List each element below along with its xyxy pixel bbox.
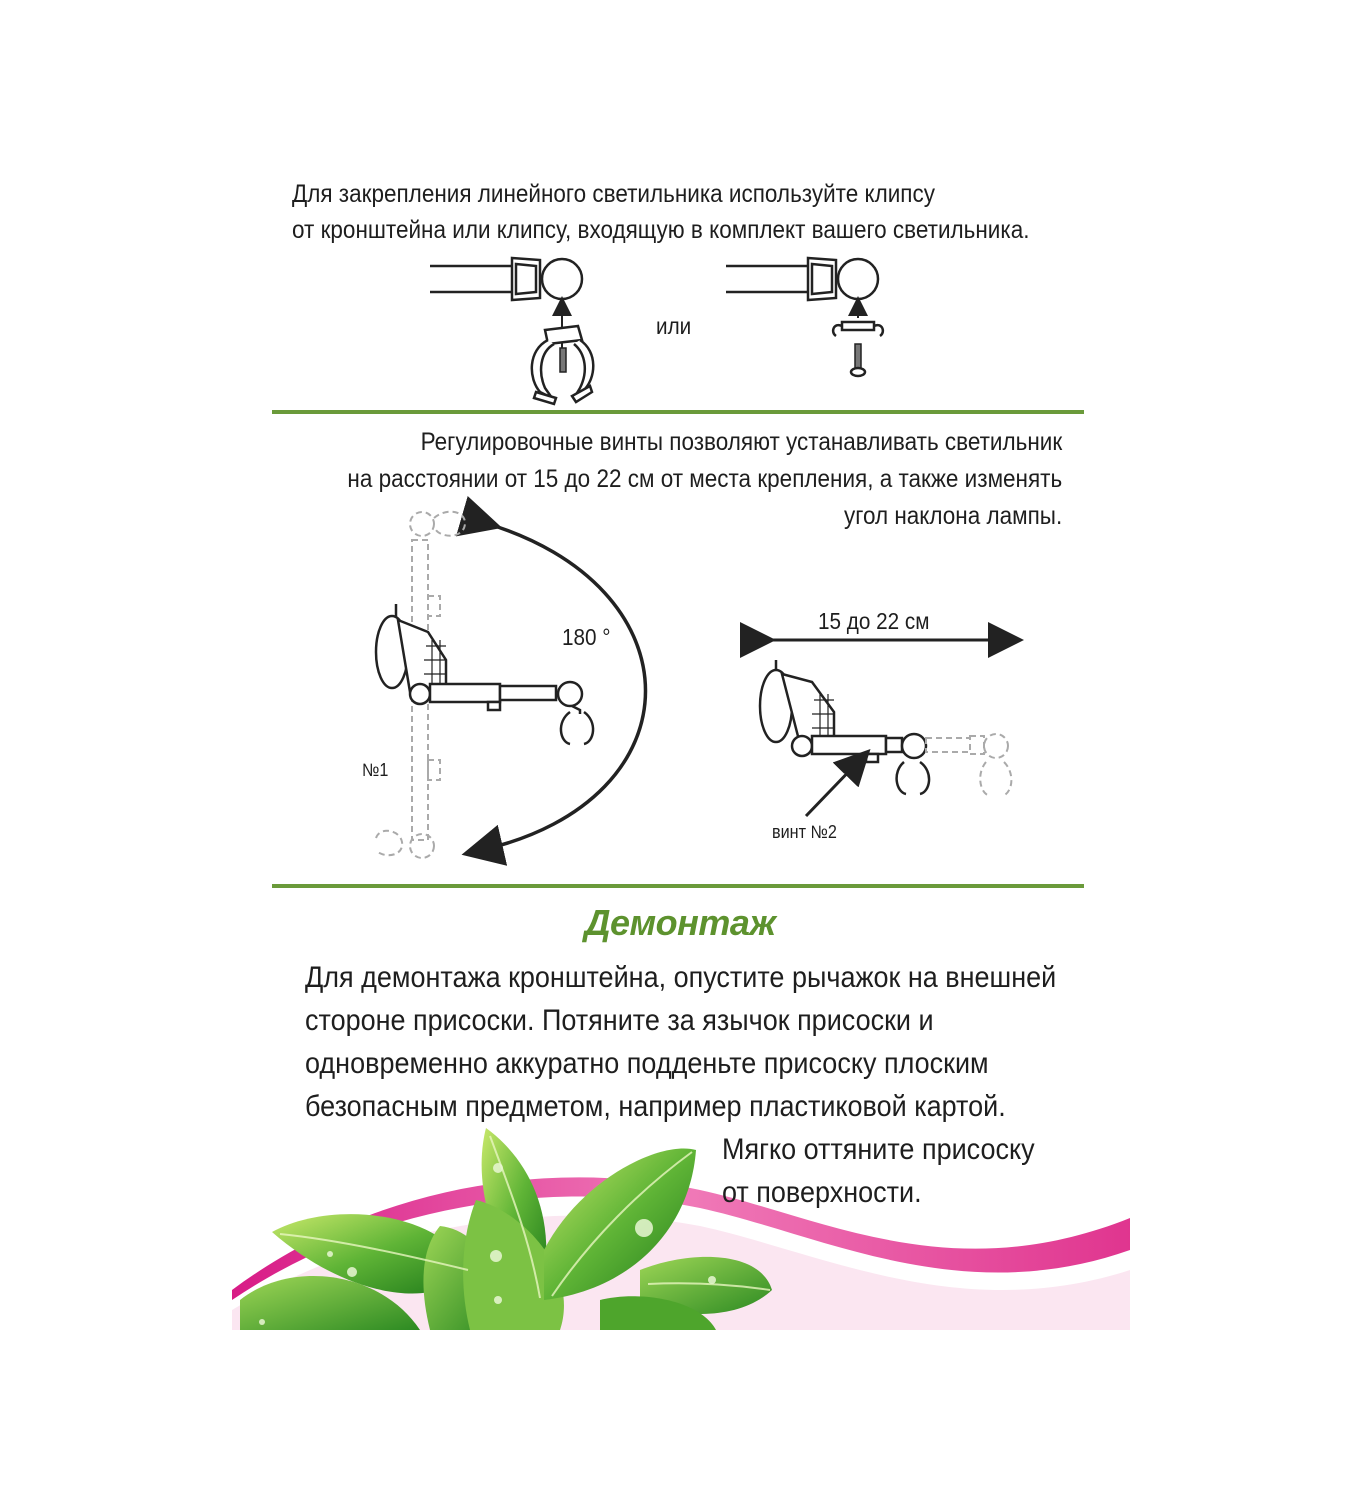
- dismount-instructions-2: [722, 1128, 1035, 1214]
- adjust-text-line-1: Регулировочные винты позволяют устанавливать светильник: [420, 428, 1063, 456]
- clip-text-line-2: от кронштейна или клипсу, входящую в комплект вашего светильника.: [292, 216, 1030, 244]
- distance-label: 15 до 22 см: [818, 608, 930, 634]
- screw1-label: №1: [362, 760, 389, 780]
- screw2-label: винт №2: [772, 822, 837, 842]
- dismount-line-5: Мягко оттяните присоску: [722, 1133, 1035, 1166]
- dismount-title: Демонтаж: [584, 902, 776, 943]
- dismount-line-1: Для демонтажа кронштейна, опустите рычажок на внешней: [305, 961, 1057, 994]
- clip-text-line-1: Для закрепления линейного светильника используйте клипсу: [292, 180, 935, 208]
- dismount-line-2: стороне присоски. Потяните за язычок присоски и: [305, 1004, 934, 1037]
- dismount-line-6: от поверхности.: [722, 1176, 922, 1209]
- dismount-line-3: одновременно аккуратно подденьте присоску плоским: [305, 1047, 989, 1080]
- adjust-text-line-3: угол наклона лампы.: [843, 502, 1062, 530]
- angle-label: 180 °: [562, 624, 611, 650]
- dismount-line-4: безопасным предметом, например пластиковой картой.: [305, 1090, 1006, 1123]
- adjust-text-line-2: на расстоянии от 15 до 22 см от места крепления, а также изменять: [347, 465, 1062, 493]
- or-label: или: [656, 313, 692, 339]
